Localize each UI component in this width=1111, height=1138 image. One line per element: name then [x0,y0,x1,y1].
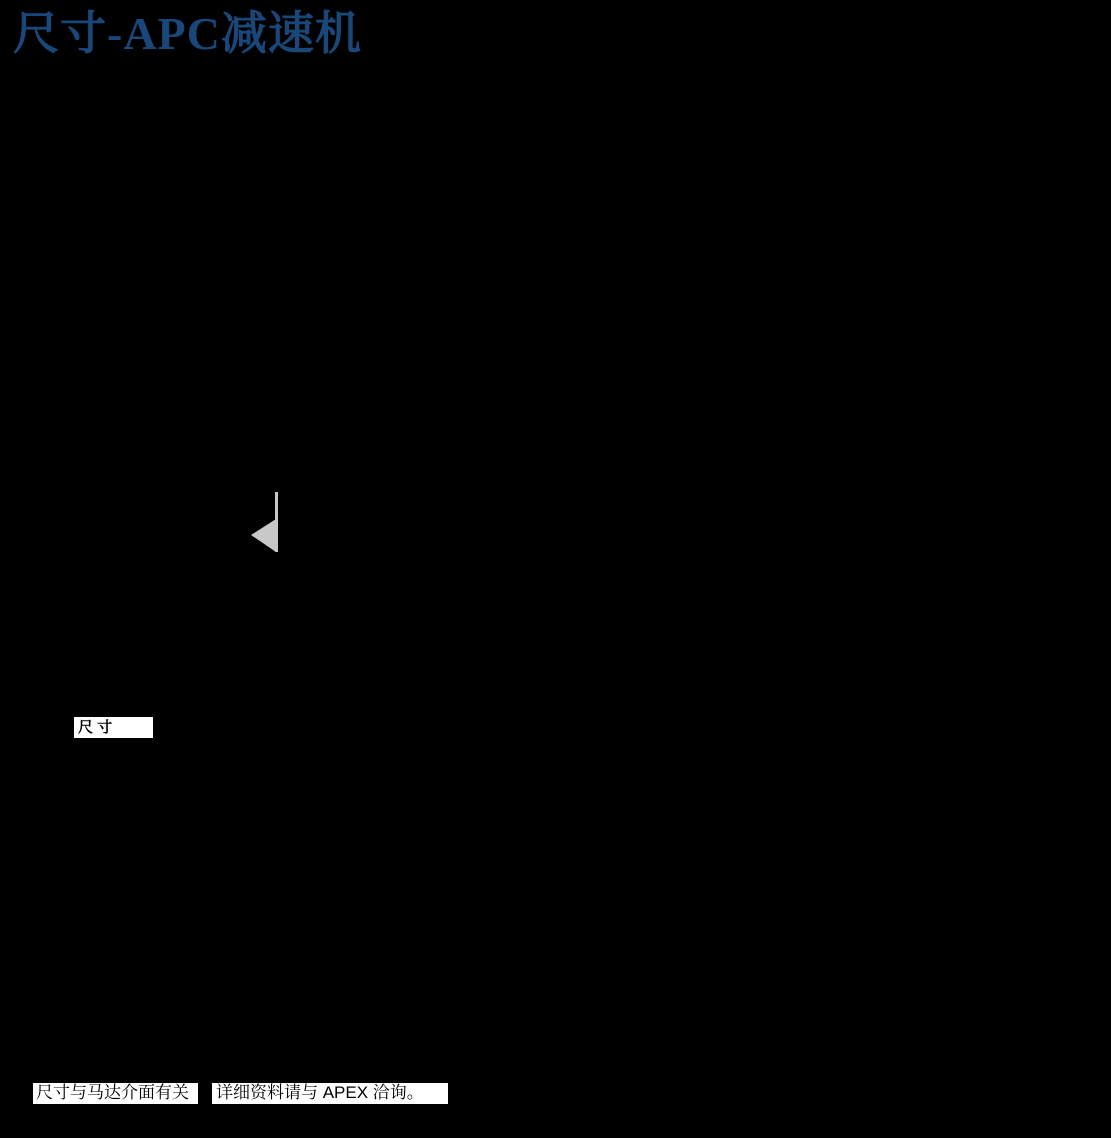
dimension-section-label [74,717,153,738]
footnote-contact-apex [212,1083,448,1104]
dimension-section-label-text: 尺 寸 [78,719,113,736]
page-title: 尺寸-APC减速机 [13,8,362,59]
footnote-contact-apex-text: 详细资料请与 APEX 洽询。 [216,1083,424,1102]
left-triangle-icon [251,519,276,552]
footnote-motor-interface [33,1083,198,1104]
footnote-motor-interface-text: 尺寸与马达介面有关 [36,1083,189,1102]
